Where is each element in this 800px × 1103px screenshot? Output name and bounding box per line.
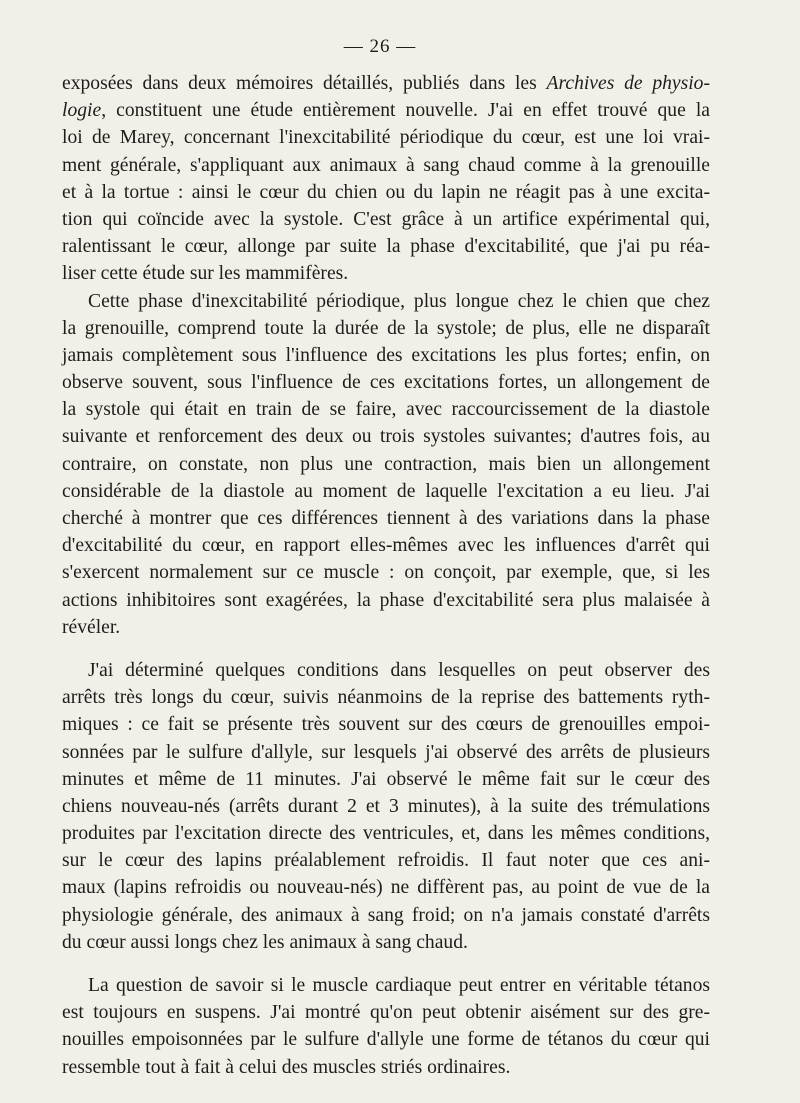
text-line: chiens nouveau-nés (arrêts durant 2 et 3 minutes), à la suite des trémulations xyxy=(62,795,710,817)
text-line: la grenouille, comprend toute la durée de la systole; de plus, elle ne disparaît xyxy=(62,317,710,339)
text-line: minutes et même de 11 minutes. J'ai observé le même fait sur le cœur des xyxy=(62,768,710,790)
text-line: jamais complètement sous l'influence des excitations les plus fortes; enfin, on xyxy=(62,344,710,366)
paragraph-2 xyxy=(62,288,710,641)
text-line: révéler. xyxy=(62,616,121,638)
text-line: physiologie générale, des animaux à sang froid; on n'a jamais constaté d'arrêts xyxy=(62,904,710,926)
text-line: considérable de la diastole au moment de laquelle l'excitation a eu lieu. J'ai xyxy=(62,480,710,502)
text-line: observe souvent, sous l'influence de ces excitations fortes, un allongement de xyxy=(62,372,710,394)
text-line: ment générale, s'appliquant aux animaux à sang chaud comme à la grenouille xyxy=(62,154,710,176)
text-line: ralentissant le cœur, allonge par suite la phase d'excitabilité, que j'ai pu réa- xyxy=(62,236,710,258)
text-line: liser cette étude sur les mammifères. xyxy=(62,263,349,285)
text-line: la systole qui était en train de se faire, avec raccourcissement de la diastole xyxy=(62,399,710,421)
text-line: du cœur aussi longs chez les animaux à sang chaud. xyxy=(62,931,468,953)
text-line: actions inhibitoires sont exagérées, la phase d'excitabilité sera plus malaisée à xyxy=(62,589,710,611)
text-line: exposées dans deux mémoires détaillés, publiés dans les Archives de physio- xyxy=(62,73,711,94)
text-line: tion qui coïncide avec la systole. C'est grâce à un artifice expérimental qui, xyxy=(62,208,710,230)
text-line: d'excitabilité du cœur, en rapport elles-mêmes avec les influences d'arrêt qui xyxy=(62,535,710,557)
paragraph-1 xyxy=(62,70,710,288)
paragraph-4 xyxy=(62,972,710,1081)
page-number: — 26 — xyxy=(343,36,417,57)
body-text xyxy=(62,70,710,1081)
text-line: miques : ce fait se présente très souvent sur des cœurs de grenouilles empoi- xyxy=(62,714,710,736)
paragraph-3 xyxy=(62,657,710,956)
text-line: nouilles empoisonnées par le sulfure d'allyle une forme de tétanos du cœur qui xyxy=(62,1029,710,1051)
text-line: suivante et renforcement des deux ou trois systoles suivantes; d'autres fois, au xyxy=(62,426,710,448)
text-line: ressemble tout à fait à celui des muscles striés ordinaires. xyxy=(62,1056,511,1078)
text-line: Cette phase d'inexcitabilité périodique, plus longue chez le chien que chez xyxy=(88,290,710,312)
text-line: La question de savoir si le muscle cardiaque peut entrer en véritable tétanos xyxy=(88,975,710,996)
text-line: arrêts très longs du cœur, suivis néanmoins de la reprise des battements ryth- xyxy=(62,687,710,709)
text-line: J'ai déterminé quelques conditions dans lesquelles on peut observer des xyxy=(88,659,710,681)
text-line: cherché à montrer que ces différences tiennent à des variations dans la phase xyxy=(62,508,710,529)
text-line: et à la tortue : ainsi le cœur du chien ou du lapin ne réagit pas à une excita- xyxy=(62,181,710,203)
text-line: loi de Marey, concernant l'inexcitabilité périodique du cœur, est une loi vrai- xyxy=(62,127,710,149)
text-line: maux (lapins refroidis ou nouveau-nés) ne diffèrent pas, au point de vue de la xyxy=(62,877,710,899)
text-line: logie, constituent une étude entièrement nouvelle. J'ai en effet trouvé que la xyxy=(62,100,710,122)
text-line: sur le cœur des lapins préalablement refroidis. Il faut noter que ces ani- xyxy=(62,850,710,872)
text-line: produites par l'excitation directe des ventricules, et, dans les mêmes conditions, xyxy=(62,823,710,845)
text-line: s'exercent normalement sur ce muscle : on conçoit, par exemple, que, si les xyxy=(62,562,710,584)
text-line: contraire, on constate, non plus une contraction, mais bien un allongement xyxy=(62,453,710,475)
text-line: sonnées par le sulfure d'allyle, sur lesquels j'ai observé des arrêts de plusieurs xyxy=(62,741,710,763)
text-line: est toujours en suspens. J'ai montré qu'on peut obtenir aisément sur des gre- xyxy=(62,1002,710,1024)
